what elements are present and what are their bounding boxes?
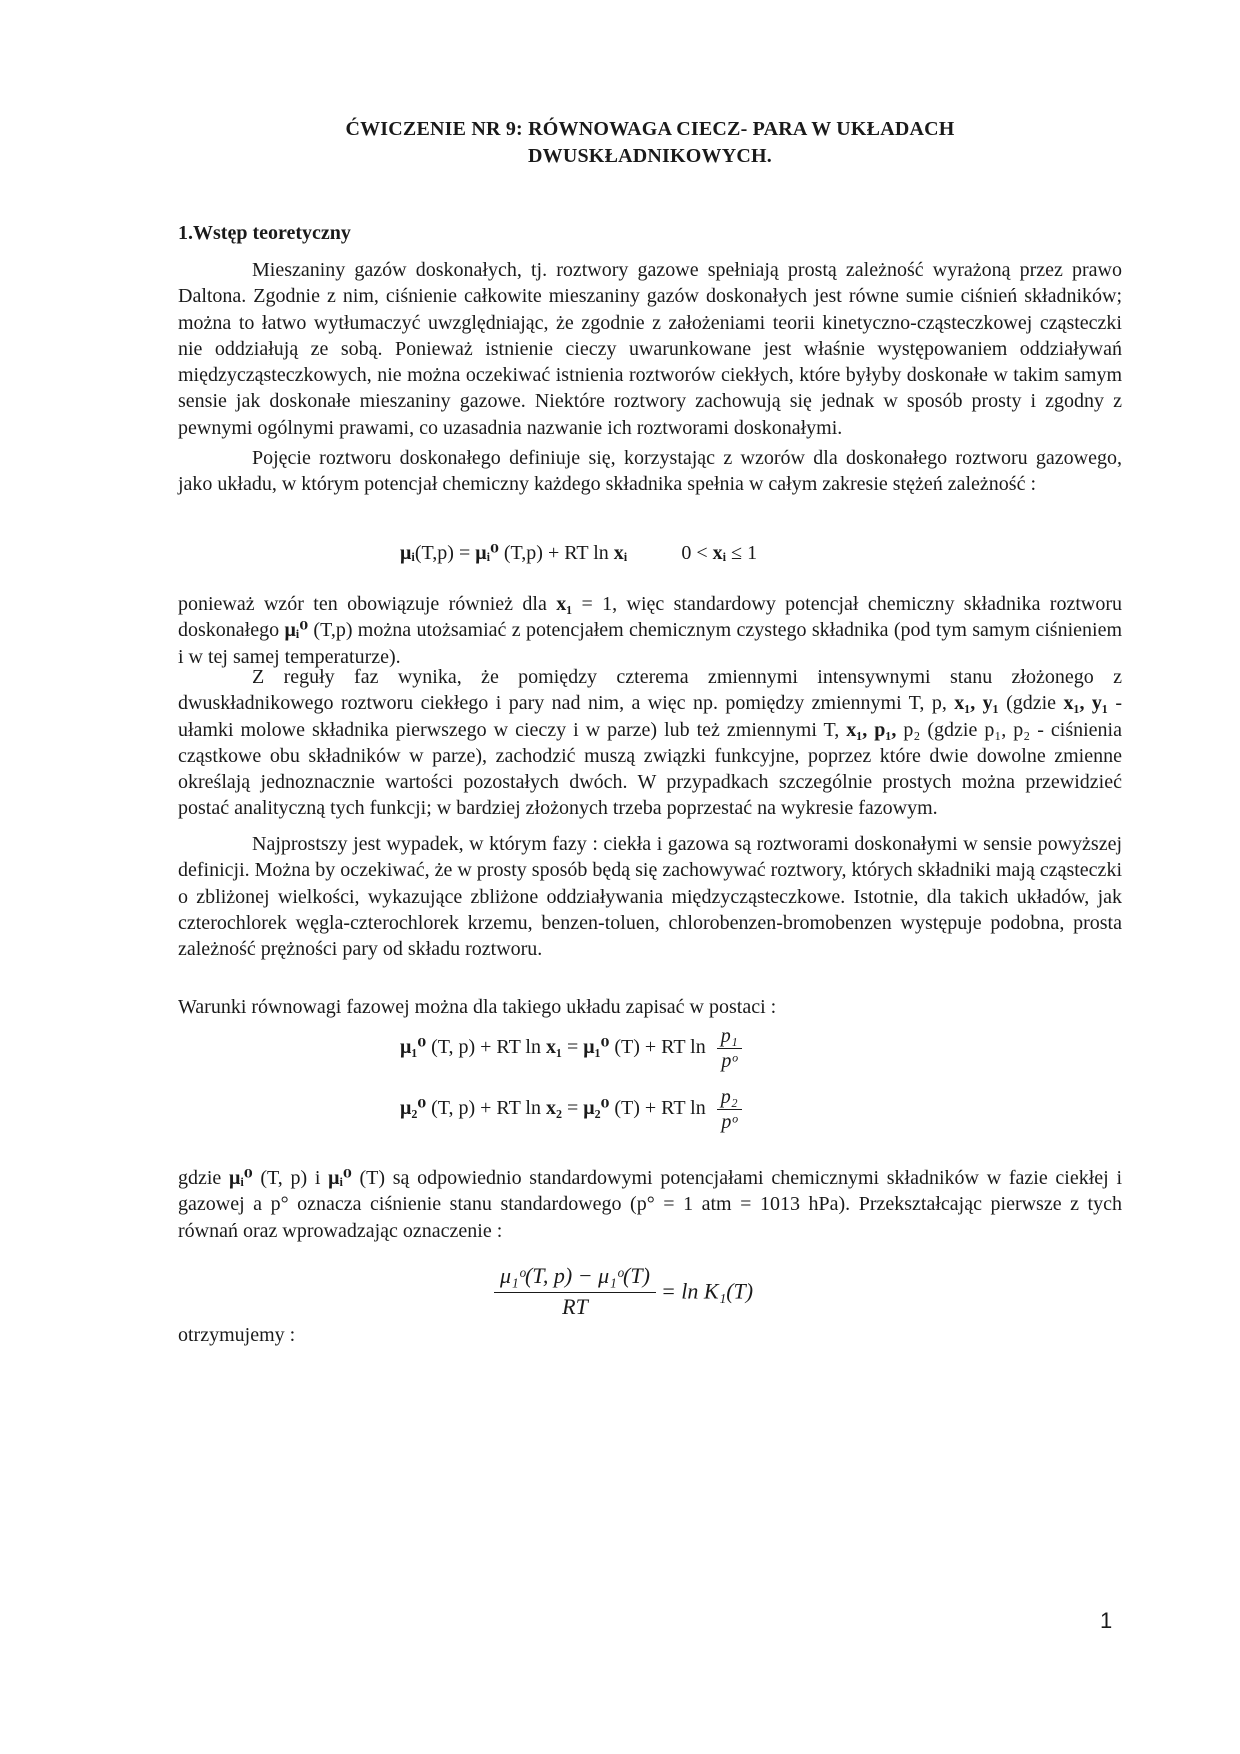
mu-i0-symbol: μᵢ⁰	[475, 542, 499, 564]
fraction-p2-p0: $\frac{\text{p₂}}{\text{pᵒ}}$	[717, 1085, 742, 1134]
section-heading: 1.Wstęp teoretyczny	[178, 222, 351, 244]
equation-equilibrium-constant: $\frac{\text{μ₁ᵒ(T, p) − μ₁ᵒ(T)}}{RT}$ = ln K₁(T)	[494, 1262, 753, 1321]
paragraph-4: Z reguły faz wynika, że pomiędzy czterema zmiennymi intensywnymi stanu złożonego z dwuskładnikowego roztworu ciekłego i pary nad nim, a więc np. pomiędzy zmiennymi T, p, x₁, y₁ (gdzie x₁, y₁ - ułamki molowe składnika pierwszego w cieczy i w parze) lub też zmiennymi T, x₁, p₁, p₂ (gdzie p₁, p₂ - ciśnienia cząstkowe obu składników w parze), zachodzić muszą związki funkcyjne, poprzez które dwie dowolne zmienne określają jednoznacznie wartości pozostałych dwóch. W przypadkach szczególnie prostych można przewidzieć postać analityczną tych funkcji; w bardziej złożonych trzeba poprzestać na wykresie fazowym.	[178, 666, 1122, 820]
paragraph-7: gdzie μᵢ⁰ (T, p) i μᵢ⁰ (T) są odpowiednio standardowymi potencjałami chemicznymi składników w fazie ciekłej i gazowej a p° oznacza ciśnienie stanu standardowego (p° = 1 atm = 1013 hPa). Przekształcając pierwsze z tych równań oraz wprowadzając oznaczenie :	[178, 1167, 1122, 1242]
paragraph-2: Pojęcie roztworu doskonałego definiuje się, korzystając z wzorów dla doskonałego roztworu gazowego, jako układu, w którym potencjał chemiczny każdego składnika spełnia w całym zakresie stężeń zależność :	[178, 447, 1122, 496]
document-title	[178, 116, 1122, 170]
mu-i-symbol: μᵢ	[400, 542, 415, 564]
equation-phase-equilibrium-2: μ₂⁰ (T, p) + RT ln x₂ = μ₂⁰ (T) + RT ln $\frac{\text{p₂}}{\text{pᵒ}}$	[400, 1085, 742, 1134]
fraction-potential-difference: $\frac{\text{μ₁ᵒ(T, p) − μ₁ᵒ(T)}}{RT}$	[494, 1262, 656, 1321]
title-line-1: ĆWICZENIE NR 9: RÓWNOWAGA CIECZ- PARA W UKŁADACH	[345, 118, 955, 140]
title-line-2: DWUSKŁADNIKOWYCH.	[528, 145, 772, 167]
equation-phase-equilibrium-1: μ₁⁰ (T, p) + RT ln x₁ = μ₁⁰ (T) + RT ln $\frac{\text{p₁}}{\text{pᵒ}}$	[400, 1024, 742, 1073]
paragraph-6: Warunki równowagi fazowej można dla takiego układu zapisać w postaci :	[178, 996, 777, 1018]
paragraph-8: otrzymujemy :	[178, 1324, 296, 1346]
fraction-p1-p0: $\frac{\text{p₁}}{\text{pᵒ}}$	[717, 1024, 742, 1073]
document-page	[178, 0, 1122, 1754]
paragraph-1: Mieszaniny gazów doskonałych, tj. roztwory gazowe spełniają prostą zależność wyrażoną przez prawo Daltona. Zgodnie z nim, ciśnienie całkowite mieszaniny gazów doskonałych jest równe sumie ciśnień składników; można to łatwo wytłumaczyć uwzględniając, że zgodnie z założeniami teorii kinetyczno-cząsteczkowej cząsteczki nie oddziałują ze sobą. Ponieważ istnienie cieczy uwarunkowane jest właśnie występowaniem oddziaływań międzycząsteczkowych, nie można oczekiwać istnienia roztworów ciekłych, które byłyby doskonałe w takim samym sensie jak doskonałe mieszaniny gazowe. Niektóre roztwory zachowują się jednak w sposób prosty i zgodny z pewnymi ogólnymi prawami, co uzasadnia nazwanie ich roztworami doskonałymi.	[178, 259, 1122, 439]
page-number: 1	[1100, 1608, 1113, 1633]
equation-ideal-solution: μᵢ(T,p) = μᵢ⁰ (T,p) + RT ln xᵢ 0 < xᵢ ≤ 1	[400, 542, 758, 564]
paragraph-3: ponieważ wzór ten obowiązuje również dla x₁ = 1, więc standardowy potencjał chemiczny składnika roztworu doskonałego μᵢ⁰ (T,p) można utożsamiać z potencjałem chemicznym czystego składnika (pod tym samym ciśnieniem i w tej samej temperaturze).	[178, 593, 1123, 668]
paragraph-5: Najprostszy jest wypadek, w którym fazy : ciekła i gazowa są roztworami doskonałymi w sensie powyższej definicji. Można by oczekiwać, że w prosty sposób będą się zachowywać roztwory, których składniki mają cząsteczki o zbliżonej wielkości, wykazujące zbliżone oddziaływania międzycząsteczkowe. Istotnie, dla takich układów, jak czterochlorek węgla-czterochlorek krzemu, benzen-toluen, chlorobenzen-bromobenzen występuje podobna, prosta zależność prężności pary od składu roztworu.	[178, 833, 1122, 961]
